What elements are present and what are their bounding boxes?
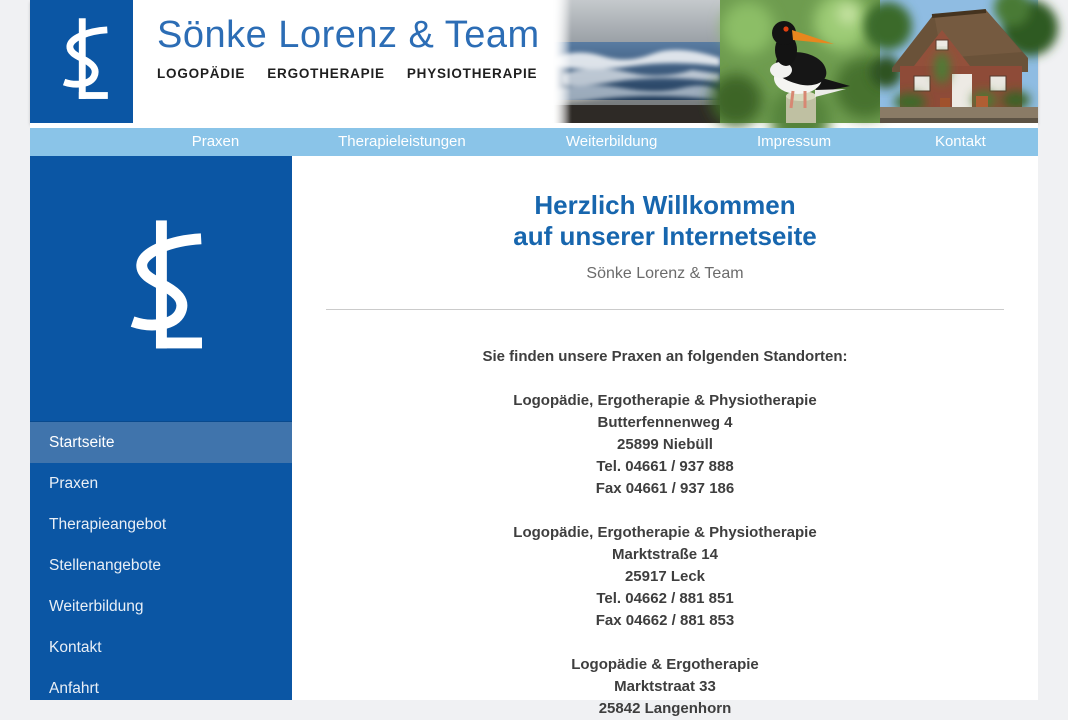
location-langenhorn bbox=[292, 654, 1038, 720]
sidebar-item-label: Startseite bbox=[49, 433, 115, 451]
site-title: Sönke Lorenz & Team bbox=[157, 14, 540, 56]
nav-item-weiterbildung[interactable]: Weiterbildung bbox=[565, 133, 658, 150]
sidebar bbox=[30, 156, 292, 700]
sidebar-item-anfahrt[interactable] bbox=[30, 668, 292, 709]
nav-item-therapieleistungen[interactable]: Therapieleistungen bbox=[338, 133, 466, 150]
location-street: Butterfennenweg 4 bbox=[597, 414, 733, 431]
location-street: Marktstraße 14 bbox=[612, 546, 718, 563]
intro-text: Sie finden unsere Praxen an folgenden Standorten: bbox=[482, 348, 848, 365]
location-name: Logopädie, Ergotherapie & Physiotherapie bbox=[513, 524, 817, 541]
content-divider bbox=[326, 309, 1004, 310]
sidebar-item-label: Therapieangebot bbox=[49, 515, 167, 533]
subtitle-logopaedie: LOGOPÄDIE bbox=[157, 66, 246, 81]
nav-item-kontakt[interactable]: Kontakt bbox=[934, 133, 986, 150]
nav-item-praxen[interactable]: Praxen bbox=[191, 133, 240, 150]
body-row bbox=[30, 156, 1038, 717]
location-phone: Tel. 04662 / 881 851 bbox=[596, 590, 734, 607]
nav-item-impressum[interactable]: Impressum bbox=[756, 133, 832, 150]
location-name: Logopädie & Ergotherapie bbox=[571, 656, 759, 673]
page-title-line2: auf unserer Internetseite bbox=[513, 221, 817, 251]
waves-photo bbox=[552, 0, 720, 123]
sidebar-logo bbox=[30, 156, 292, 422]
page-subtitle: Sönke Lorenz & Team bbox=[586, 265, 744, 282]
page-container bbox=[30, 0, 1038, 717]
sidebar-item-label: Stellenangebote bbox=[49, 556, 162, 574]
sidebar-item-startseite[interactable] bbox=[30, 422, 292, 463]
header-banner bbox=[30, 0, 1038, 123]
top-navigation bbox=[30, 128, 1038, 156]
location-fax: Fax 04662 / 881 853 bbox=[595, 612, 735, 629]
subtitle-physiotherapie: PHYSIOTHERAPIE bbox=[406, 66, 538, 81]
sidebar-item-kontakt[interactable] bbox=[30, 627, 292, 668]
sl-monogram-icon bbox=[53, 16, 111, 107]
location-street: Marktstraat 33 bbox=[614, 678, 716, 695]
sidebar-item-label: Weiterbildung bbox=[49, 597, 144, 615]
page-title bbox=[292, 190, 1038, 252]
thatched-house-photo bbox=[880, 0, 1038, 123]
site-subtitle bbox=[157, 66, 552, 81]
sidebar-item-weiterbildung[interactable] bbox=[30, 586, 292, 627]
sidebar-item-praxen[interactable] bbox=[30, 463, 292, 504]
location-city: 25842 Langenhorn bbox=[598, 700, 732, 717]
sidebar-item-therapieangebot[interactable] bbox=[30, 504, 292, 545]
subtitle-ergotherapie: ERGOTHERAPIE bbox=[267, 66, 385, 81]
location-phone: Tel. 04661 / 937 888 bbox=[596, 458, 734, 475]
sidebar-item-label: Praxen bbox=[49, 474, 99, 492]
sidebar-item-stellenangebote[interactable] bbox=[30, 545, 292, 586]
location-fax: Fax 04661 / 937 186 bbox=[595, 480, 735, 497]
sidebar-item-label: Anfahrt bbox=[49, 679, 99, 697]
sidebar-menu bbox=[30, 422, 292, 709]
location-name: Logopädie, Ergotherapie & Physiotherapie bbox=[513, 392, 817, 409]
page-title-line1: Herzlich Willkommen bbox=[534, 190, 796, 220]
location-leck bbox=[292, 522, 1038, 632]
location-niebuell bbox=[292, 390, 1038, 500]
location-city: 25899 Niebüll bbox=[617, 436, 713, 453]
header-logo bbox=[30, 0, 133, 123]
header-title-area bbox=[133, 0, 552, 123]
main-content bbox=[292, 156, 1038, 717]
sl-monogram-icon bbox=[115, 217, 207, 361]
location-city: 25917 Leck bbox=[624, 568, 706, 585]
oystercatcher-bird-photo bbox=[720, 0, 880, 123]
sidebar-item-label: Kontakt bbox=[49, 638, 102, 656]
